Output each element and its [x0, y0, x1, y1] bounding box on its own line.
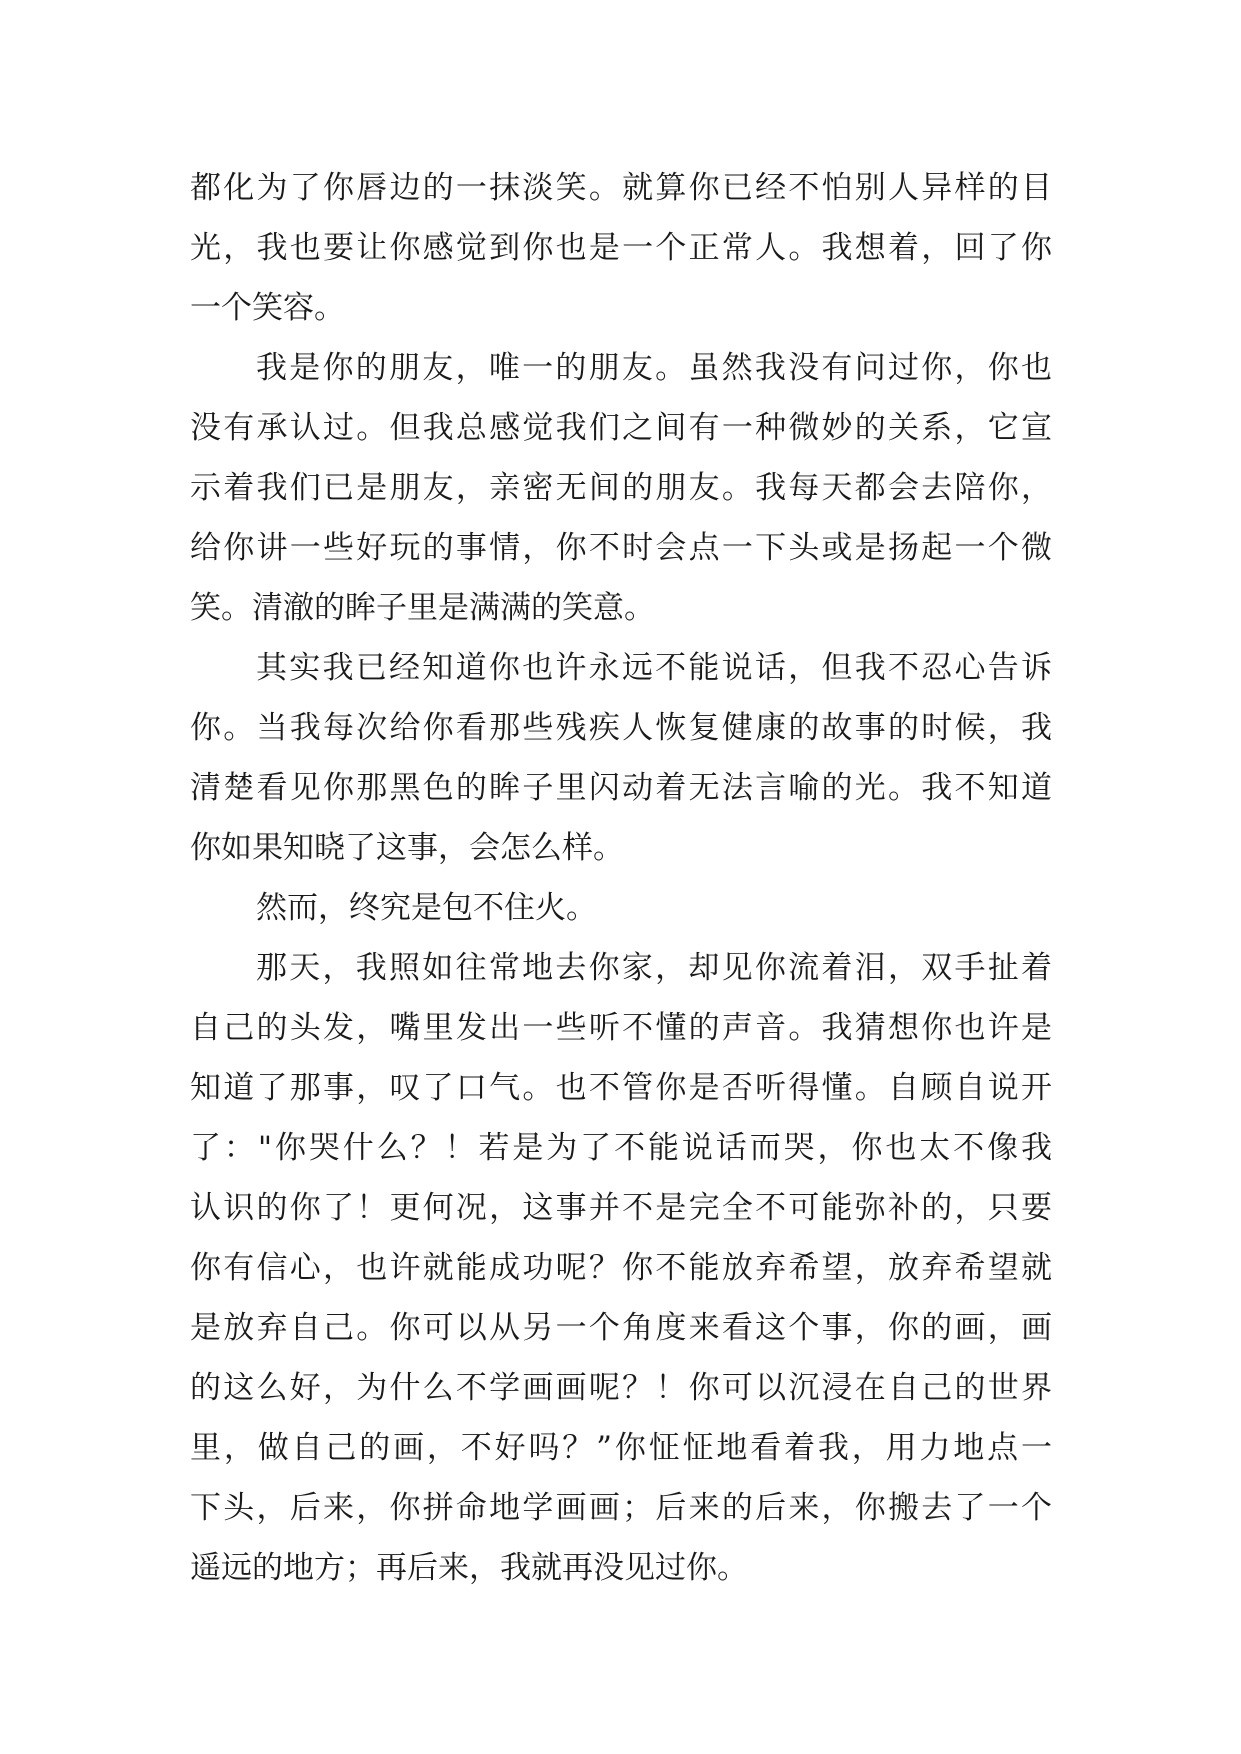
text-line: 里，做自己的画，不好吗？”你怔怔地看着我，用力地点一 [190, 1430, 1052, 1466]
text-line: 下头，后来，你拼命地学画画；后来的后来，你搬去了一个 [190, 1490, 1052, 1526]
paragraph-first-line: 其实我已经知道你也许永远不能说话，但我不忍心告诉 [256, 650, 1052, 686]
text-line: 你。当我每次给你看那些残疾人恢复健康的故事的时候，我 [190, 710, 1052, 746]
text-line: 清楚看见你那黑色的眸子里闪动着无法言喻的光。我不知道 [190, 770, 1052, 806]
text-line: 的这么好，为什么不学画画呢？！你可以沉浸在自己的世界 [190, 1370, 1052, 1406]
text-line: 笑。清澈的眸子里是满满的笑意。 [190, 590, 655, 626]
text-line: 你有信心，也许就能成功呢？你不能放弃希望，放弃希望就 [190, 1250, 1052, 1286]
text-line: 没有承认过。但我总感觉我们之间有一种微妙的关系，它宣 [190, 410, 1052, 446]
body-text [190, 158, 1052, 1598]
text-line: 了："你哭什么？！若是为了不能说话而哭，你也太不像我 [190, 1130, 1052, 1166]
paragraph-first-line: 我是你的朋友，唯一的朋友。虽然我没有问过你，你也 [256, 350, 1052, 386]
text-line: 知道了那事，叹了口气。也不管你是否听得懂。自顾自说开 [190, 1070, 1052, 1106]
text-line: 光，我也要让你感觉到你也是一个正常人。我想着，回了你 [190, 230, 1052, 266]
text-line: 遥远的地方；再后来，我就再没见过你。 [190, 1550, 748, 1586]
text-line: 自己的头发，嘴里发出一些听不懂的声音。我猜想你也许是 [190, 1010, 1052, 1046]
text-line: 示着我们已是朋友，亲密无间的朋友。我每天都会去陪你， [190, 470, 1052, 506]
paragraph-first-line: 然而，终究是包不住火。 [256, 890, 597, 926]
text-line: 都化为了你唇边的一抹淡笑。就算你已经不怕别人异样的目 [190, 170, 1052, 206]
text-line: 认识的你了！更何况，这事并不是完全不可能弥补的，只要 [190, 1190, 1052, 1226]
text-line: 一个笑容。 [190, 290, 345, 326]
text-line: 给你讲一些好玩的事情，你不时会点一下头或是扬起一个微 [190, 530, 1052, 566]
text-line: 你如果知晓了这事，会怎么样。 [190, 830, 624, 866]
text-line: 是放弃自己。你可以从另一个角度来看这个事，你的画，画 [190, 1310, 1052, 1346]
paragraph-first-line: 那天，我照如往常地去你家，却见你流着泪，双手扯着 [256, 950, 1052, 986]
